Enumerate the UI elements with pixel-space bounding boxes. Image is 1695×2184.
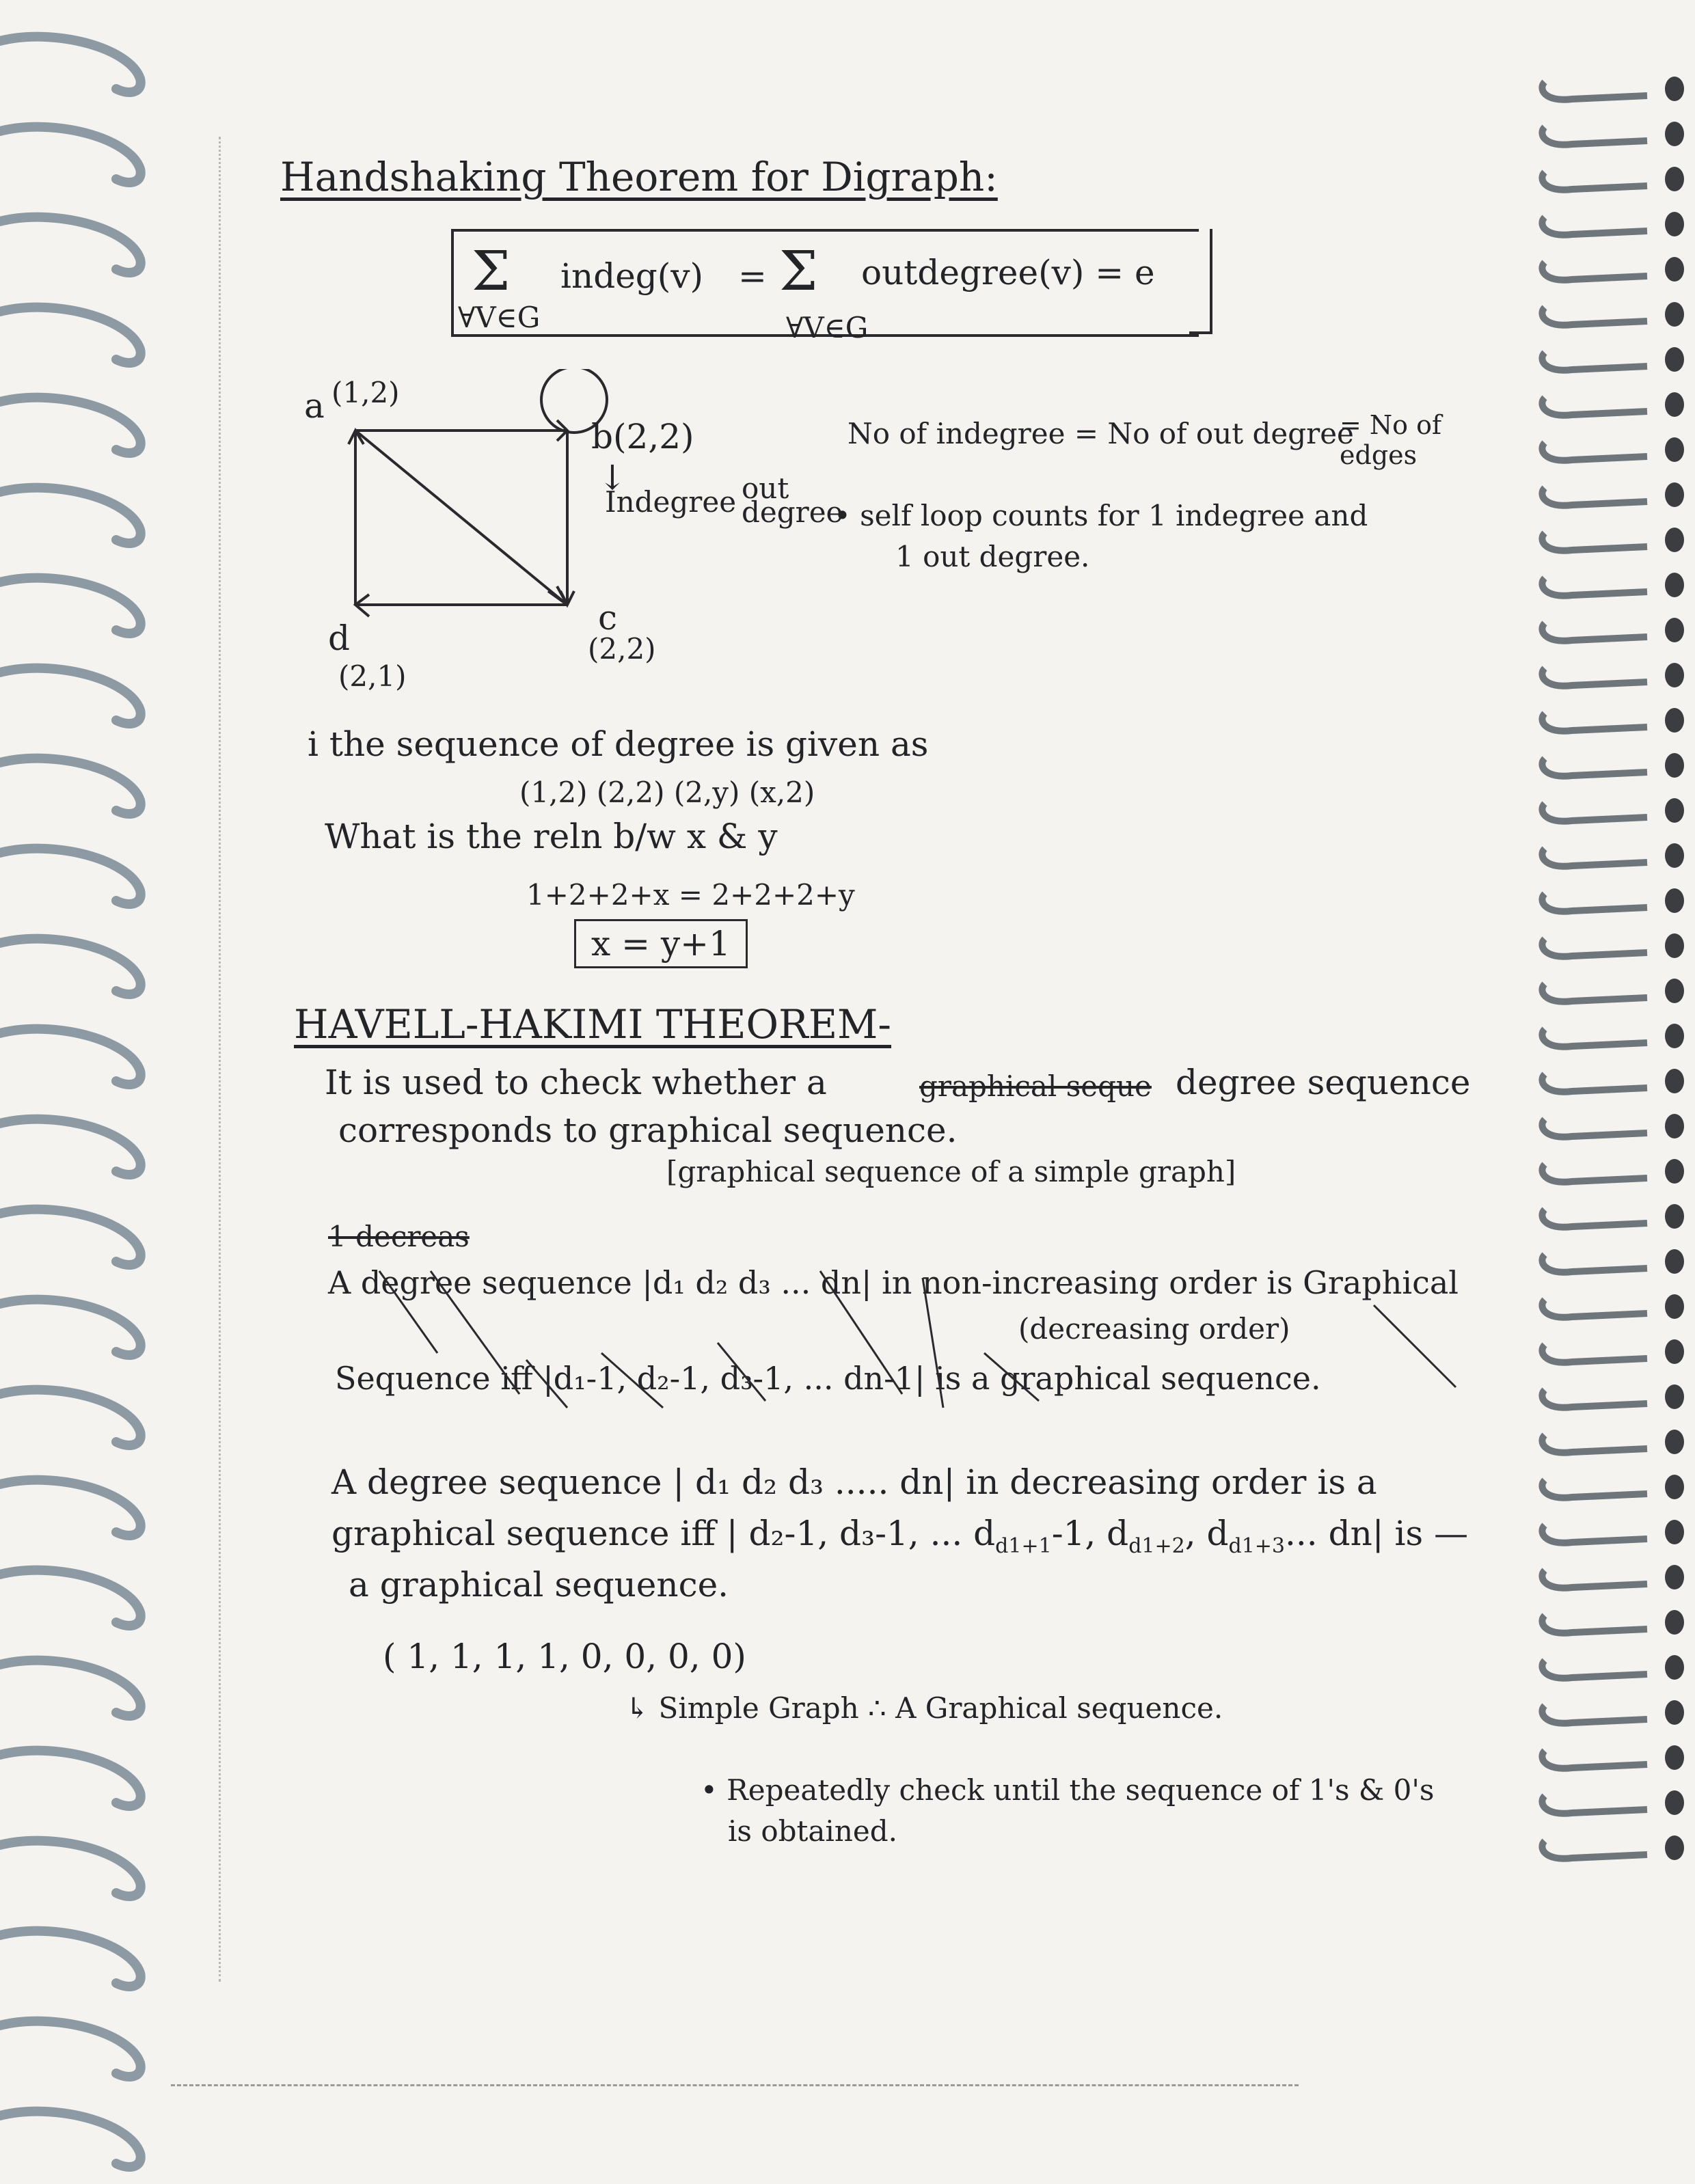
spiral-coil [1542, 1029, 1647, 1047]
havell-line1-end: degree sequence [1176, 1063, 1471, 1102]
problem-degree-pairs: (1,2) (2,2) (2,y) (x,2) [519, 776, 815, 809]
spiral-coil [1542, 713, 1647, 731]
spiral-coil [1542, 984, 1647, 1002]
spiral-ring [0, 759, 141, 814]
indegree-annotation: Indegree [605, 485, 737, 519]
in-out-equality-note: No of indegree = No of out degree [848, 417, 1354, 450]
spiral-ring [0, 939, 141, 994]
binding-hole [1665, 888, 1684, 913]
outdegree-annotation-degree: degree [742, 495, 843, 529]
indegree-term: indeg(v) [560, 256, 704, 296]
binding-hole [1665, 1069, 1684, 1093]
spiral-coil [1542, 533, 1647, 551]
spiral-coil [1542, 623, 1647, 641]
havell-line3: [graphical sequence of a simple graph] [666, 1155, 1236, 1188]
problem-question: What is the reln b/w x & y [325, 817, 778, 856]
spiral-coil [1542, 1164, 1647, 1182]
spiral-coil [1542, 1255, 1647, 1272]
binding-hole [1665, 1520, 1684, 1544]
spiral-ring [0, 1210, 141, 1265]
spiral-coil [1542, 308, 1647, 325]
vertex-d-degree: (2,1) [338, 659, 407, 693]
spiral-coil [1542, 804, 1647, 821]
indegree-arrow: ↓ [598, 458, 627, 497]
binding-hole [1665, 302, 1684, 327]
statement2-line1: A degree sequence | d₁ d₂ d₃ ..... dn| in decreasing order is a [331, 1462, 1377, 1502]
vertex-b-label: b(2,2) [591, 417, 694, 456]
spiral-coil [1542, 443, 1647, 461]
digraph-diagram [294, 369, 772, 697]
binding-hole [1665, 1384, 1684, 1409]
havell-line1-struck: graphical seque [919, 1069, 1152, 1103]
statement2-line2-mid: -1, d [1051, 1514, 1129, 1553]
binding-hole [1665, 437, 1684, 462]
spiral-coil [1542, 1210, 1647, 1227]
binding-hole [1665, 1565, 1684, 1589]
binding-hole [1665, 347, 1684, 372]
binding-hole [1665, 1294, 1684, 1319]
binding-hole [1665, 933, 1684, 958]
spiral-coil [1542, 1706, 1647, 1723]
binding-hole [1665, 1159, 1684, 1184]
binding-hole [1665, 392, 1684, 417]
spiral-coil [1542, 1796, 1647, 1814]
self-loop-note-line2: 1 out degree. [895, 540, 1090, 573]
spiral-coil [1542, 849, 1647, 866]
spiral-ring [0, 1119, 141, 1175]
spiral-coil [1542, 1615, 1647, 1633]
spiral-coil [1542, 1435, 1647, 1453]
spiral-ring [0, 1661, 141, 1716]
sigma-symbol-right: Σ [779, 239, 818, 303]
spiral-ring [0, 2112, 141, 2167]
equals-edges-note: = No of edges [1340, 410, 1442, 470]
equals-sign: = [738, 256, 767, 296]
outdegree-term: outdegree(v) = e [861, 253, 1155, 292]
spiral-coil [1542, 759, 1647, 776]
spiral-ring [0, 1029, 141, 1084]
spiral-coil [1542, 1751, 1647, 1769]
binding-hole [1665, 122, 1684, 146]
spiral-coil [1542, 1570, 1647, 1588]
spiral-ring [0, 1751, 141, 1806]
vertex-c-label: c [598, 598, 618, 638]
statement2-line2-mid2: , d [1184, 1514, 1229, 1553]
spiral-coil [1542, 1345, 1647, 1363]
spiral-coil [1542, 262, 1647, 280]
binding-hole [1665, 482, 1684, 507]
spiral-ring [0, 1390, 141, 1445]
repeat-note-line1: • Repeatedly check until the sequence of 1's & 0's [701, 1773, 1435, 1807]
example-sequence: ( 1, 1, 1, 1, 0, 0, 0, 0) [383, 1637, 746, 1676]
binding-hole [1665, 77, 1684, 101]
repeat-note-line2: is obtained. [728, 1814, 898, 1848]
spiral-ring [0, 849, 141, 904]
spiral-ring [0, 1300, 141, 1355]
spiral-coil [1542, 894, 1647, 912]
spiral-coil [1542, 1300, 1647, 1318]
havell-line2: corresponds to graphical sequence. [338, 1110, 958, 1150]
sigma-symbol-left: Σ [472, 239, 511, 303]
binding-hole [1665, 528, 1684, 552]
spiral-coil [1542, 1525, 1647, 1543]
binding-hole [1665, 1475, 1684, 1499]
spiral-coil [1542, 127, 1647, 145]
binding-hole [1665, 1790, 1684, 1815]
spiral-coil [1542, 1119, 1647, 1137]
sum-subscript-left: ∀V∈G [458, 301, 541, 334]
statement1-line1: A degree sequence |d₁ d₂ d₃ ... dn| in non-increasing order is Graphical [328, 1264, 1459, 1301]
vertex-d-label: d [328, 618, 351, 658]
binding-hole [1665, 798, 1684, 823]
vertex-a-degree: (1,2) [331, 376, 400, 409]
handshaking-title: Handshaking Theorem for Digraph: [280, 154, 998, 200]
spiral-ring [0, 398, 141, 453]
spiral-ring [0, 1931, 141, 1987]
binding-hole [1665, 843, 1684, 868]
spiral-coil [1542, 1841, 1647, 1859]
margin-line [219, 137, 221, 1982]
statement2-line2 [331, 1514, 1468, 1558]
spiral-ring [0, 1570, 141, 1626]
spiral-coil [1542, 488, 1647, 506]
spiral-binding-right [1531, 0, 1695, 2184]
problem-equation: 1+2+2+x = 2+2+2+y [526, 878, 855, 912]
spiral-coil [1542, 939, 1647, 957]
binding-hole [1665, 979, 1684, 1003]
spiral-coil [1542, 1390, 1647, 1408]
binding-hole [1665, 1430, 1684, 1454]
statement1-note: (decreasing order) [1018, 1312, 1290, 1346]
binding-hole [1665, 1610, 1684, 1635]
havell-line1-start: It is used to check whether a [325, 1063, 827, 1102]
binding-hole [1665, 1655, 1684, 1680]
spiral-ring [0, 488, 141, 543]
binding-hole [1665, 1114, 1684, 1138]
problem-line1: i the sequence of degree is given as [308, 724, 929, 764]
spiral-ring [0, 578, 141, 633]
statement2-line3: a graphical sequence. [349, 1565, 729, 1605]
binding-hole [1665, 573, 1684, 597]
binding-hole [1665, 708, 1684, 733]
spiral-binding-left [0, 0, 157, 2184]
example-result: ↳ Simple Graph ∴ A Graphical sequence. [625, 1691, 1223, 1725]
spiral-coil [1542, 668, 1647, 686]
spiral-ring [0, 127, 141, 182]
spiral-ring [0, 1480, 141, 1535]
spiral-coil [1542, 82, 1647, 100]
spiral-ring [0, 217, 141, 273]
binding-hole [1665, 167, 1684, 191]
spiral-coil [1542, 172, 1647, 190]
subscript-d1-plus-3: d1+3 [1228, 1534, 1286, 1558]
formula-box-bracket [1189, 229, 1212, 334]
binding-hole [1665, 1339, 1684, 1364]
binding-hole [1665, 1835, 1684, 1860]
spiral-ring [0, 2021, 141, 2077]
spiral-coil [1542, 217, 1647, 235]
spiral-coil [1542, 578, 1647, 596]
vertex-c-degree: (2,2) [588, 632, 656, 666]
statement1-line2: Sequence iff |d₁-1, d₂-1, d₃-1, ... dn-1| is a graphical sequence. [335, 1360, 1321, 1397]
self-loop-note-line1: • self loop counts for 1 indegree and [834, 499, 1368, 532]
spiral-ring [0, 1841, 141, 1896]
spiral-coil [1542, 1480, 1647, 1498]
binding-hole [1665, 212, 1684, 236]
binding-hole [1665, 1249, 1684, 1274]
binding-hole [1665, 1700, 1684, 1725]
binding-hole [1665, 618, 1684, 642]
vertex-a-label: a [304, 386, 325, 426]
binding-hole [1665, 753, 1684, 778]
subscript-d1-plus-2: d1+2 [1128, 1534, 1185, 1558]
spiral-coil [1542, 398, 1647, 415]
statement2-line2-start: graphical sequence iff | d₂-1, d₃-1, ... d [331, 1514, 996, 1553]
binding-hole [1665, 1204, 1684, 1229]
binding-hole [1665, 1024, 1684, 1048]
binding-hole [1665, 663, 1684, 687]
outdegree-annotation-out: out [742, 472, 789, 505]
spiral-coil [1542, 353, 1647, 370]
spiral-ring [0, 668, 141, 724]
edge-a-c [355, 431, 567, 605]
spiral-ring [0, 37, 141, 92]
spiral-ring [0, 308, 141, 363]
subscript-d1-plus-1: d1+1 [995, 1534, 1052, 1558]
havell-hakimi-title: HAVELL-HAKIMI THEOREM- [294, 1001, 892, 1048]
spiral-coil [1542, 1074, 1647, 1092]
sum-subscript-right: ∀V∈G [786, 311, 869, 344]
bottom-dashed-line [171, 2084, 1299, 2086]
problem-answer-box: x = y+1 [574, 919, 748, 968]
statement2-line2-end: ... dn| is — [1285, 1514, 1469, 1553]
struck-word: 1 decreas [328, 1220, 470, 1253]
spiral-coil [1542, 1661, 1647, 1678]
binding-hole [1665, 257, 1684, 282]
binding-hole [1665, 1745, 1684, 1770]
